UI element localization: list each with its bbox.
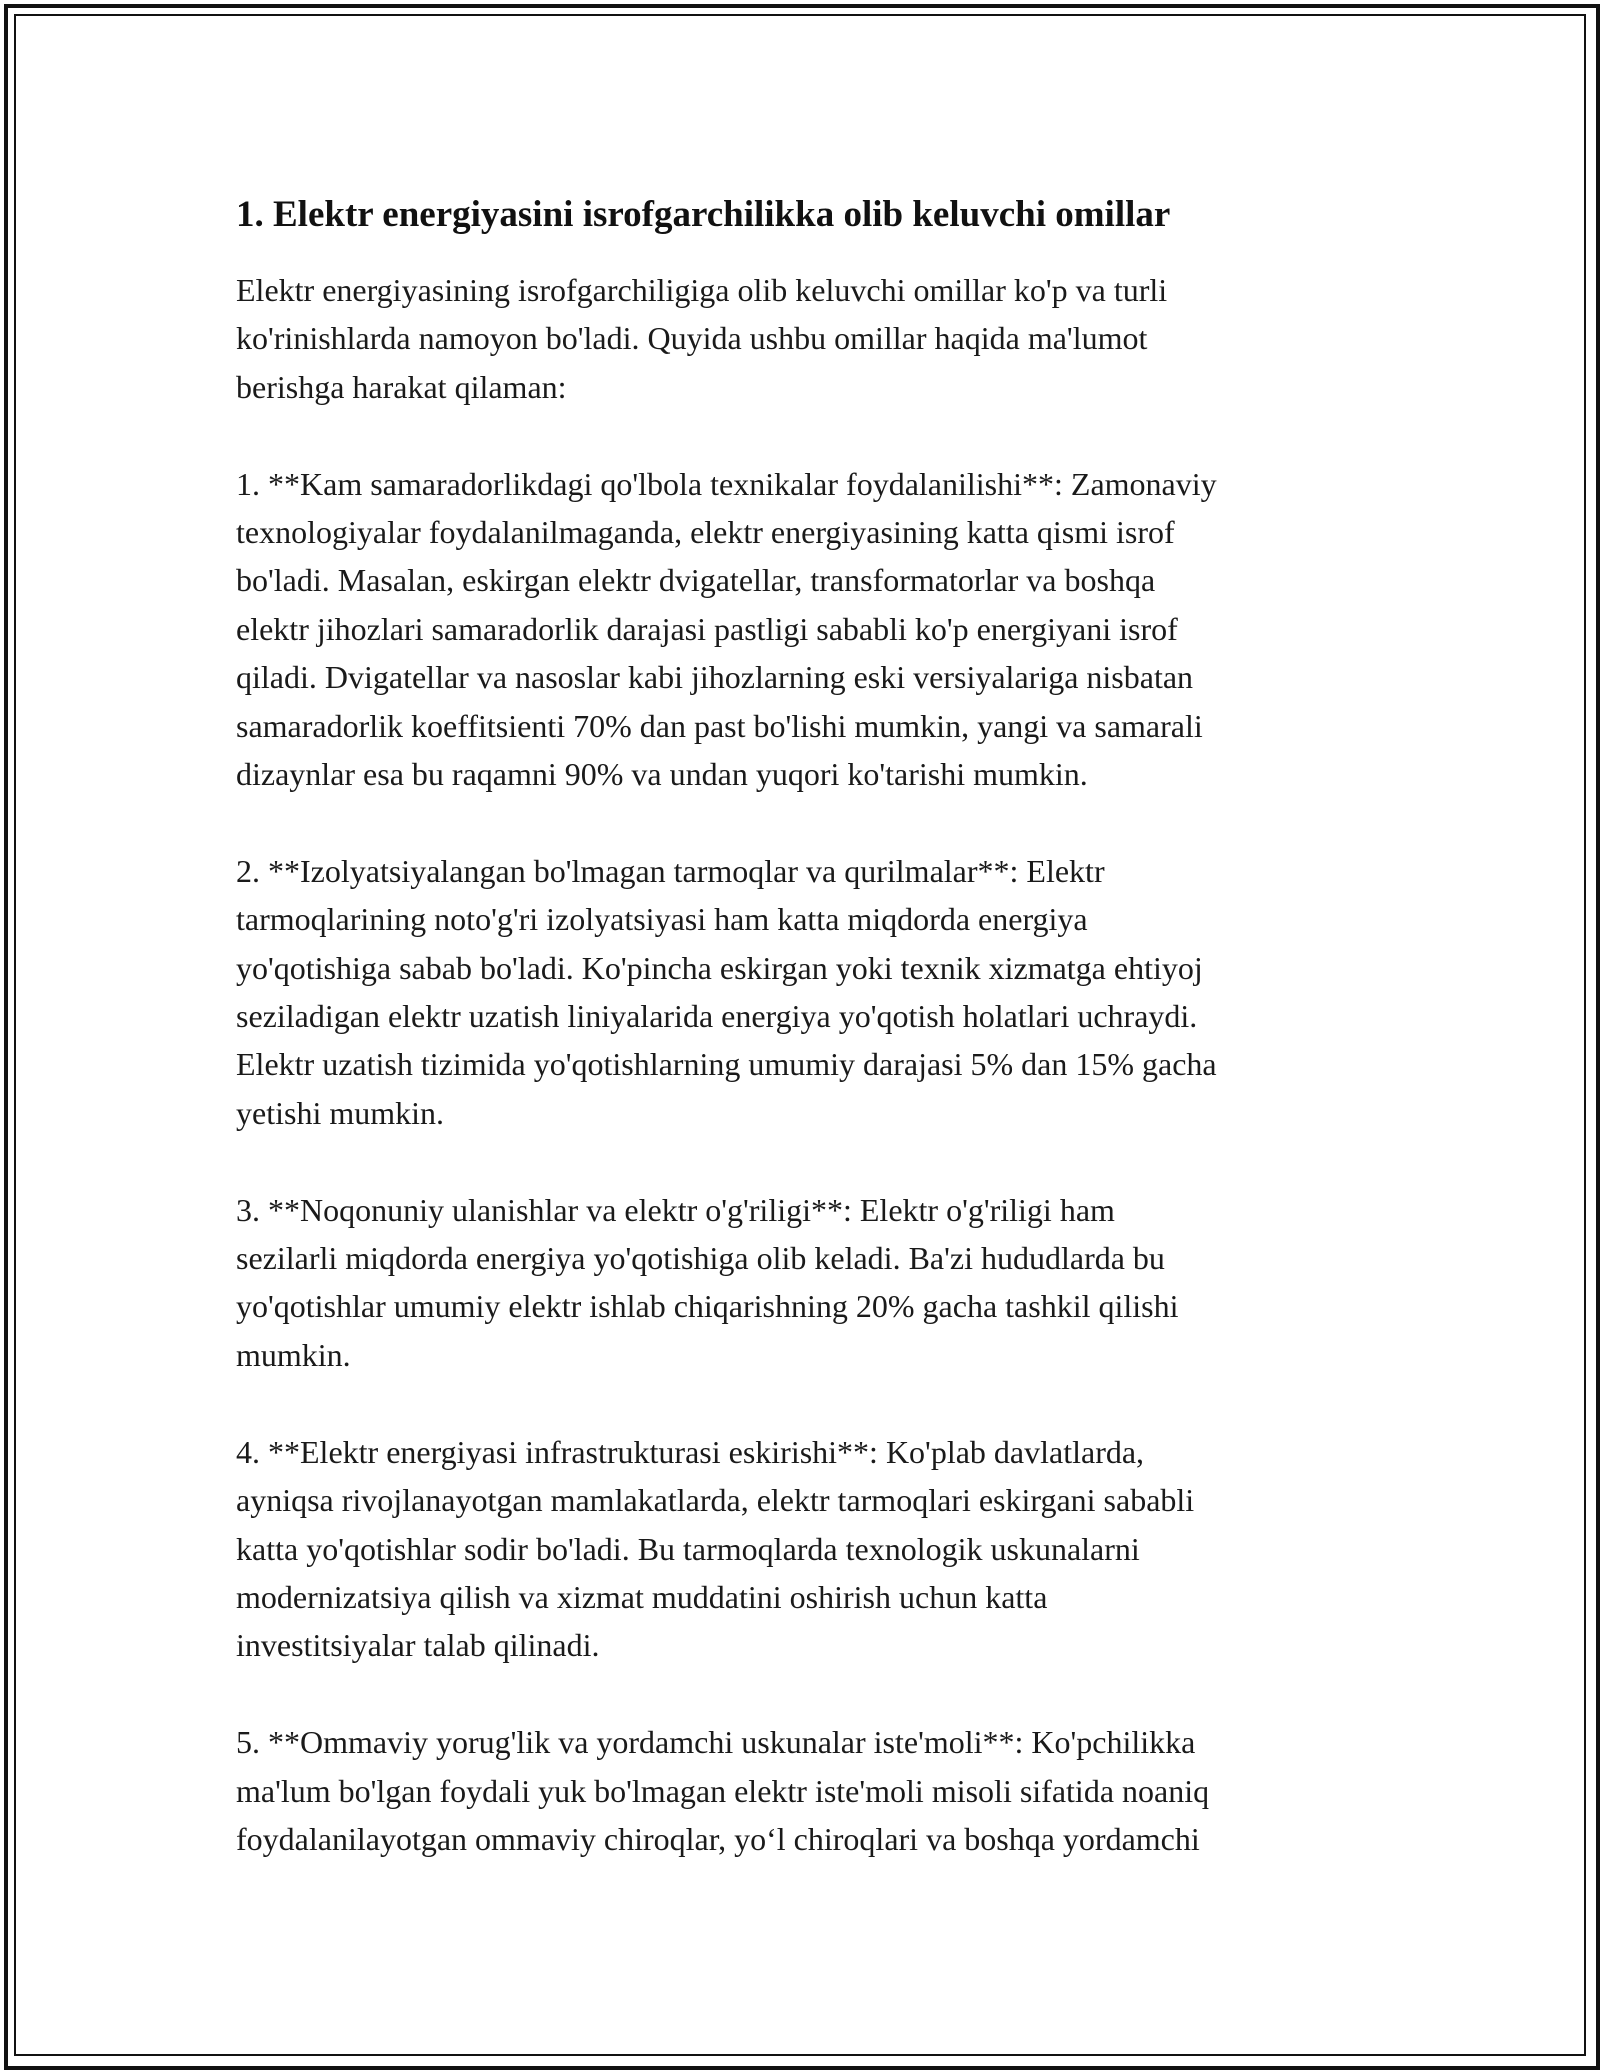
document-body xyxy=(236,186,1376,1863)
list-item-1: 1. **Kam samaradorlikdagi qo'lbola texnikalar foydalanilishi**: Zamonaviy texnologiyalar foydalanilmaganda, elektr energiyasining katta qismi isrof bo'ladi. Masalan, eskirgan elektr dvigatellar, transformatorlar va boshqa elektr jihozlari samaradorlik darajasi pastligi sababli ko'p energiyani isrof qiladi. Dvigatellar va nasoslar kabi jihozlarning eski versiyalariga nisbatan samaradorlik koeffitsienti 70% dan past bo'lishi mumkin, yangi va samarali dizaynlar esa bu raqamni 90% va undan yuqori ko'tarishi mumkin. xyxy=(236,465,1217,793)
list-item-3: 3. **Noqonuniy ulanishlar va elektr o'g'riligi**: Elektr o'g'riligi ham sezilarli miqdorda energiya yo'qotishiga olib keladi. Ba'zi hududlarda bu yo'qotishlar umumiy elektr ishlab chiqarishning 20% gacha tashkil qilishi mumkin. xyxy=(236,1191,1179,1373)
intro-paragraph: Elektr energiyasining isrofgarchiligiga olib keluvchi omillar ko'p va turli ko'rinishlarda namoyon bo'ladi. Quyida ushbu omillar haqida ma'lumot berishga harakat qilaman: xyxy=(236,272,1168,405)
list-item-2: 2. **Izolyatsiyalangan bo'lmagan tarmoqlar va qurilmalar**: Elektr tarmoqlarining noto'g'ri izolyatsiyasi ham katta miqdorda energiya yo'qotishiga sabab bo'ladi. Ko'pincha eskirgan yoki texnik xizmatga ehtiyoj seziladigan elektr uzatish liniyalarida energiya yo'qotish holatlari uchraydi. Elektr uzatish tizimida yo'qotishlarning umumiy darajasi 5% dan 15% gacha yetishi mumkin. xyxy=(236,852,1217,1131)
list-item-4: 4. **Elektr energiyasi infrastrukturasi eskirishi**: Ko'plab davlatlarda, ayniqsa rivojlanayotgan mamlakatlarda, elektr tarmoqlari eskirgani sababli katta yo'qotishlar sodir bo'ladi. Bu tarmoqlarda texnologik uskunalarni modernizatsiya qilish va xizmat muddatini oshirish uchun katta investitsiyalar talab qilinadi. xyxy=(236,1433,1195,1664)
list-item-5: 5. **Ommaviy yorug'lik va yordamchi uskunalar iste'moli**: Ko'pchilikka ma'lum bo'lgan foydali yuk bo'lmagan elektr iste'moli misoli sifatida noaniq foydalanilayotgan ommaviy chiroqlar, yo‘l chiroqlari va boshqa yordamchi xyxy=(236,1724,1210,1857)
document-title: 1. Elektr energiyasini isrofgarchilikka olib keluvchi omillar xyxy=(236,194,1171,235)
